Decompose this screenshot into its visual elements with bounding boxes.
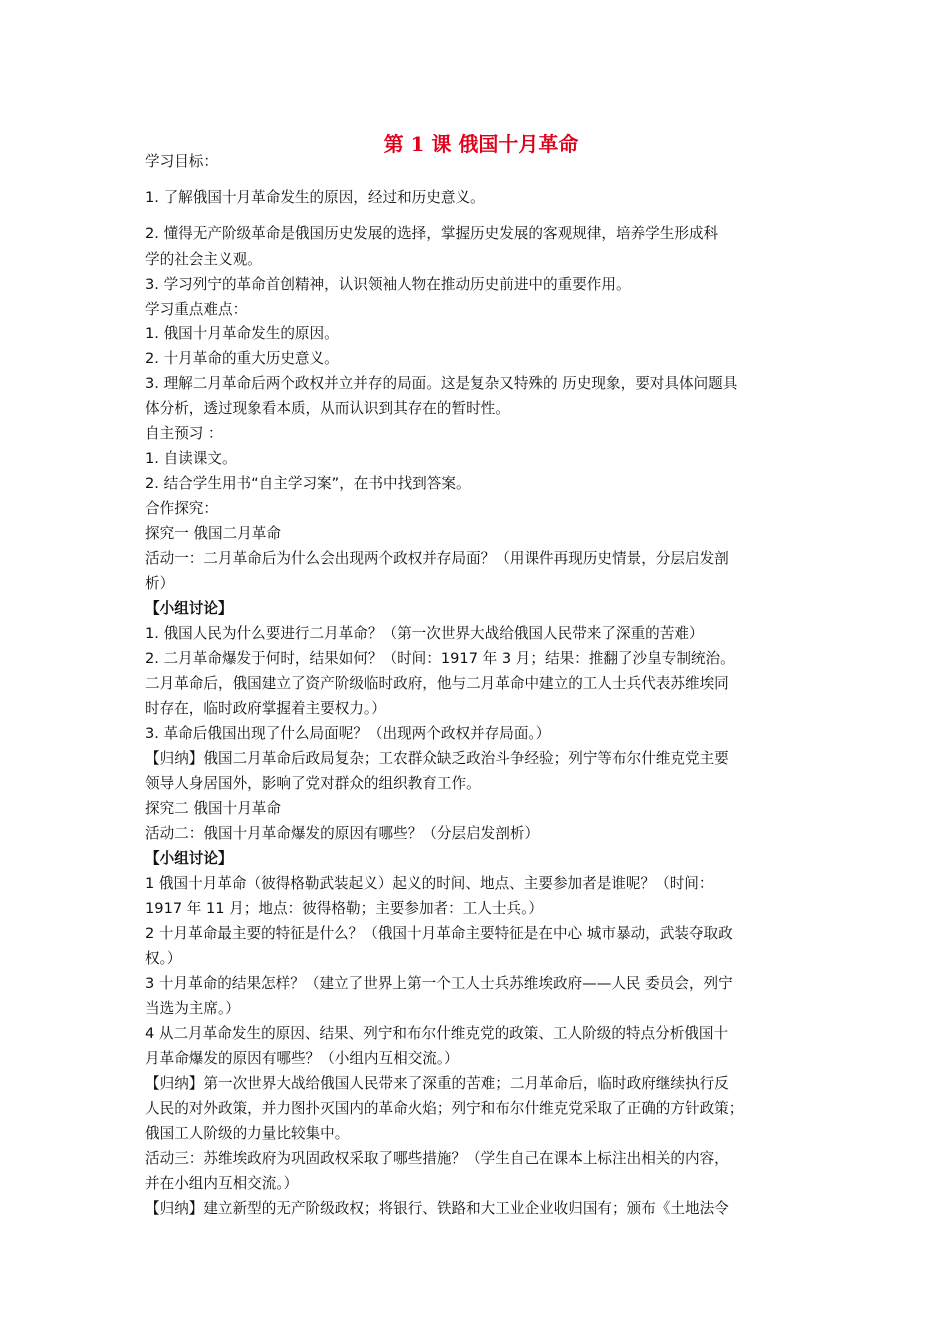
page-title: 第 1 课 俄国十月革命 xyxy=(383,132,579,156)
text-line: 权。） xyxy=(145,950,182,967)
text-line: 2. 懂得无产阶级革命是俄国历史发展的选择，掌握历史发展的客观规律，培养学生形成科 xyxy=(145,225,719,242)
text-line: 月革命爆发的原因有哪些？（小组内互相交流。） xyxy=(145,1050,459,1067)
text-line: 2 十月革命最主要的特征是什么？（俄国十月革命主要特征是在中心 城市暴动，武装夺取政 xyxy=(145,925,733,942)
text-line: 3. 学习列宁的革命首创精神，认识领袖人物在推动历史前进中的重要作用。 xyxy=(145,276,631,293)
text-line: 并在小组内互相交流。） xyxy=(145,1175,299,1192)
text-line: 【小组讨论】 xyxy=(145,600,233,617)
text-line: 领导人身居国外，影响了党对群众的组织教育工作。 xyxy=(145,775,481,792)
text-line: 2. 十月革命的重大历史意义。 xyxy=(145,350,339,367)
text-line: 【小组讨论】 xyxy=(145,850,233,867)
text-line: 析） xyxy=(145,575,175,592)
text-line: 2. 二月革命爆发于何时，结果如何？（时间：1917 年 3 月；结果：推翻了沙皇专制统治。 xyxy=(145,650,735,667)
text-line: 俄国工人阶级的力量比较集中。 xyxy=(145,1125,350,1142)
text-line: 活动三：苏维埃政府为巩固政权采取了哪些措施？（学生自己在课本上标注出相关的内容， xyxy=(145,1150,729,1167)
text-line: 2. 结合学生用书“自主学习案”，在书中找到答案。 xyxy=(145,475,471,492)
text-line: 体分析，透过现象看本质，从而认识到其存在的暂时性。 xyxy=(145,400,510,417)
text-line: 自主预习 ： xyxy=(145,425,223,442)
text-line: 学的社会主义观。 xyxy=(145,251,262,268)
text-line: 【归纳】第一次世界大战给俄国人民带来了深重的苦难；二月革命后，临时政府继续执行反 xyxy=(145,1075,729,1092)
text-line: 3. 理解二月革命后两个政权并立并存的局面。这是复杂又特殊的 历史现象，要对具体问题具 xyxy=(145,375,738,392)
text-line: 1. 了解俄国十月革命发生的原因，经过和历史意义。 xyxy=(145,189,485,206)
text-line: 【归纳】俄国二月革命后政局复杂；工农群众缺乏政治斗争经验；列宁等布尔什维克党主要 xyxy=(145,750,729,767)
text-line: 1. 俄国人民为什么要进行二月革命？（第一次世界大战给俄国人民带来了深重的苦难） xyxy=(145,625,704,642)
text-line: 1. 自读课文。 xyxy=(145,450,237,467)
text-line: 活动二：俄国十月革命爆发的原因有哪些？（分层启发剖析） xyxy=(145,825,540,842)
text-line: 人民的对外政策，并力图扑灭国内的革命火焰；列宁和布尔什维克党采取了正确的方针政策； xyxy=(145,1100,744,1117)
text-line: 1917 年 11 月；地点：彼得格勒；主要参加者：工人士兵。） xyxy=(145,900,543,917)
text-line: 当选为主席。） xyxy=(145,1000,240,1017)
text-line: 【归纳】建立新型的无产阶级政权；将银行、铁路和大工业企业收归国有；颁布《土地法令 xyxy=(145,1200,729,1217)
text-line: 合作探究： xyxy=(145,500,218,517)
text-line: 1. 俄国十月革命发生的原因。 xyxy=(145,325,339,342)
text-line: 学习重点难点： xyxy=(145,301,248,318)
text-line: 二月革命后，俄国建立了资产阶级临时政府，他与二月革命中建立的工人士兵代表苏维埃同 xyxy=(145,675,729,692)
text-line: 3 十月革命的结果怎样？（建立了世界上第一个工人士兵苏维埃政府——人民 委员会，列宁 xyxy=(145,975,733,992)
text-line: 3. 革命后俄国出现了什么局面呢？（出现两个政权并存局面。） xyxy=(145,725,551,742)
text-line: 时存在，临时政府掌握着主要权力。） xyxy=(145,700,386,717)
text-line: 活动一：二月革命后为什么会出现两个政权并存局面？（用课件再现历史情景，分层启发剖 xyxy=(145,550,729,567)
text-line: 学习目标： xyxy=(145,153,218,170)
text-line: 探究一 俄国二月革命 xyxy=(145,525,281,542)
text-line: 探究二 俄国十月革命 xyxy=(145,800,281,817)
text-line: 4 从二月革命发生的原因、结果、列宁和布尔什维克党的政策、工人阶级的特点分析俄国十 xyxy=(145,1025,729,1042)
text-line: 1 俄国十月革命（彼得格勒武装起义）起义的时间、地点、主要参加者是谁呢？（时间： xyxy=(145,875,714,892)
